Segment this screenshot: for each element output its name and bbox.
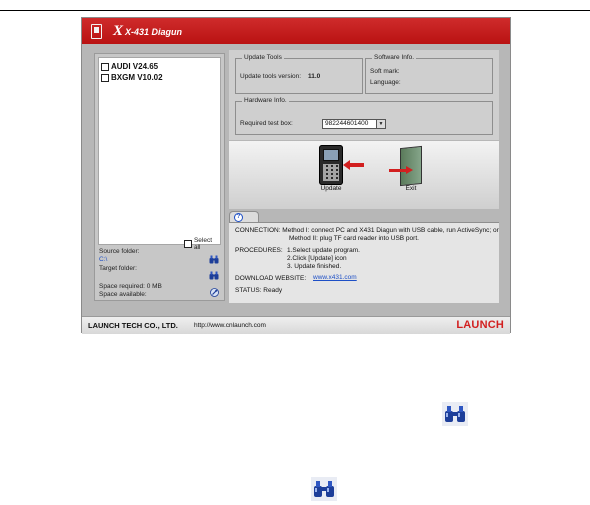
- diagun-device-icon: [319, 145, 343, 185]
- source-folder-value: C:\: [99, 256, 108, 263]
- software-info-group: [365, 54, 493, 94]
- space-available: Space available:: [99, 291, 147, 298]
- browse-target-binoculars-icon[interactable]: [209, 271, 219, 280]
- help-icon: ?: [234, 213, 243, 222]
- update-tools-version-value: 11.0: [308, 73, 321, 80]
- instructions-panel: [229, 222, 499, 303]
- select-all-box[interactable]: [184, 240, 192, 248]
- required-testbox-label: Required test box:: [240, 120, 293, 127]
- update-button[interactable]: [301, 145, 361, 193]
- company-name: LAUNCH TECH CO., LTD.: [88, 321, 178, 330]
- language-label: Language:: [370, 79, 401, 86]
- page-top-rule: [0, 10, 590, 11]
- procedures-label: PROCEDURES:: [235, 247, 283, 254]
- info-header: [229, 50, 499, 140]
- vehicle-list[interactable]: [98, 57, 221, 251]
- vehicle-checkbox[interactable]: [101, 74, 109, 82]
- chevron-down-icon[interactable]: ▼: [376, 120, 385, 128]
- brand-x-mark: X: [113, 23, 124, 39]
- company-url[interactable]: http://www.cnlaunch.com: [194, 322, 266, 329]
- footer-bar: [82, 316, 510, 334]
- procedure-step-2: 2.Click [Update] icon: [287, 255, 347, 262]
- binoculars-icon: [311, 477, 337, 501]
- download-website-link[interactable]: www.x431.com: [313, 274, 357, 281]
- brand-logo: [113, 22, 182, 40]
- software-info-title: Software Info.: [374, 54, 415, 61]
- soft-mark-label: Soft mark:: [370, 68, 400, 75]
- select-all-label: Select all: [193, 237, 213, 251]
- testbox-value: 982244601400: [325, 120, 369, 127]
- arrow-out-icon: [389, 169, 407, 172]
- vehicle-label: BXGM V10.02: [111, 73, 163, 82]
- browse-source-binoculars-icon[interactable]: [209, 255, 219, 264]
- disk-tool-icon[interactable]: [210, 288, 219, 297]
- exit-button[interactable]: [387, 147, 435, 193]
- update-label: Update: [320, 185, 342, 192]
- connection-line-2: Method II: plug TF card reader into USB port.: [289, 235, 419, 242]
- update-tools-title: Update Tools: [244, 54, 282, 61]
- action-area: [229, 141, 499, 209]
- vehicle-checkbox[interactable]: [101, 63, 109, 71]
- binoculars-icon: [442, 402, 468, 426]
- vehicle-label: AUDI V24.65: [111, 62, 159, 71]
- source-folder-label: Source folder:: [99, 248, 140, 255]
- testbox-select[interactable]: [322, 119, 386, 129]
- target-folder-label: Target folder:: [99, 265, 137, 272]
- help-tab[interactable]: [229, 211, 259, 222]
- brand-title: X-431 Diagun: [125, 27, 183, 37]
- hardware-info-title: Hardware Info.: [244, 97, 287, 104]
- hardware-info-group: [235, 97, 493, 135]
- download-website-label: DOWNLOAD WEBSITE:: [235, 275, 307, 282]
- select-all-checkbox[interactable]: [184, 237, 220, 251]
- device-app-icon: [91, 24, 102, 39]
- launch-logo: LAUNCH: [456, 319, 504, 331]
- procedure-step-1: 1.Select update program.: [287, 247, 360, 254]
- left-panel: [94, 53, 225, 301]
- status-text: STATUS: Ready: [235, 287, 283, 294]
- exit-label: Exit: [405, 185, 417, 192]
- connection-line-1: CONNECTION: Method I: connect PC and X431 Diagun with USB cable, run ActiveSync; or: [235, 227, 499, 234]
- update-tool-window: [81, 17, 511, 333]
- vehicle-item-bxgm[interactable]: [101, 72, 163, 84]
- procedure-step-3: 3. Update finished.: [287, 263, 342, 270]
- title-bar: [82, 18, 510, 44]
- space-required: Space required: 0 MB: [99, 283, 162, 290]
- arrow-in-icon: [349, 163, 364, 167]
- update-tools-version-label: Update tools version:: [240, 73, 302, 80]
- update-tools-group: [235, 54, 363, 94]
